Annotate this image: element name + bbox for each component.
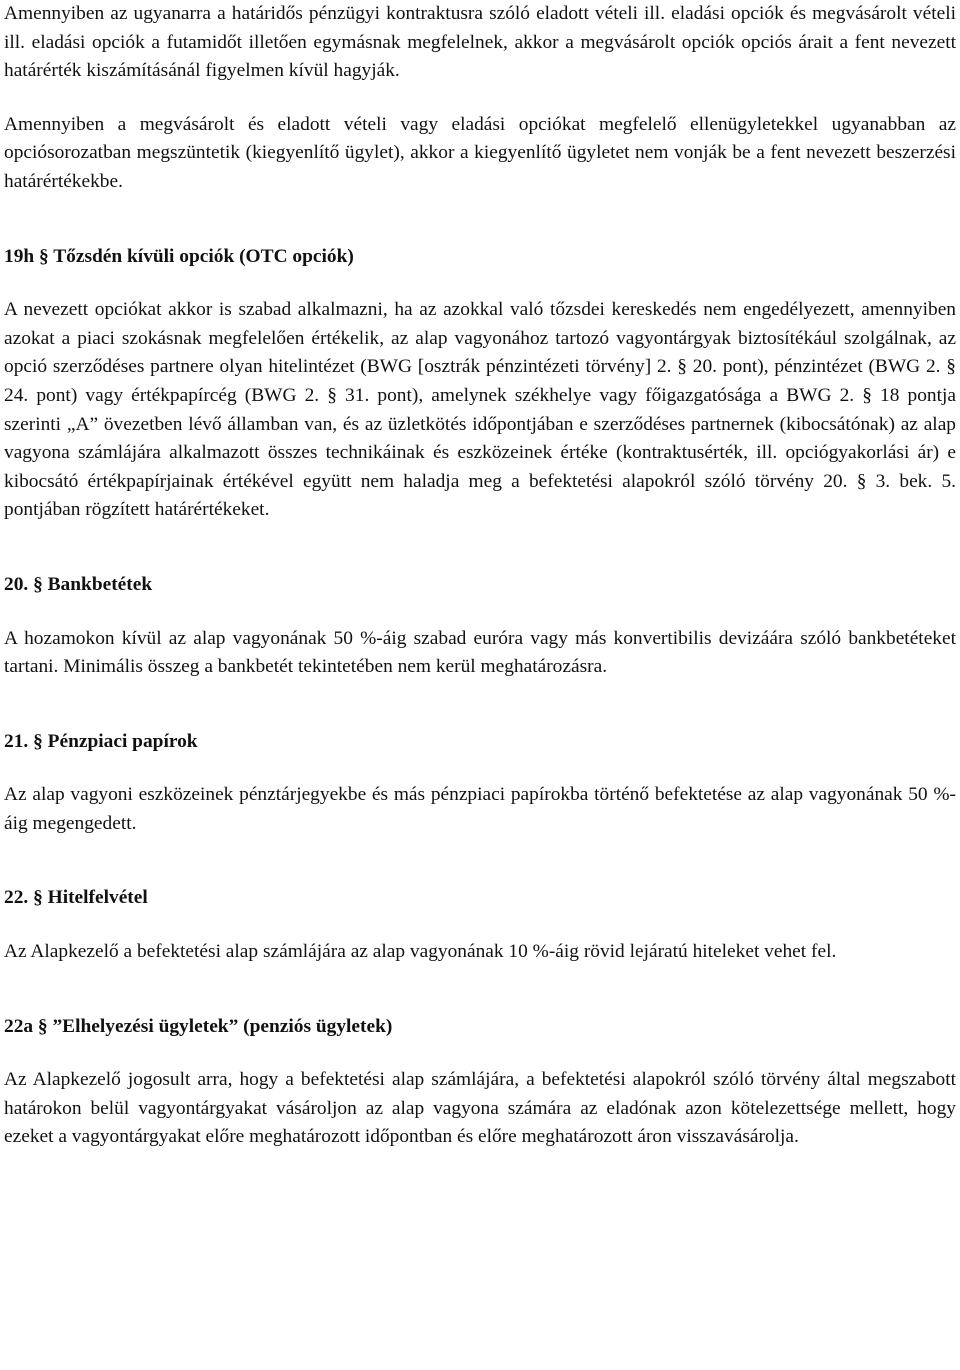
section-heading-21: 21. § Pénzpiaci papírok	[4, 730, 198, 752]
paragraph-option-premium-exclusion: Amennyiben az ugyanarra a határidős pénzügyi kontraktusra szóló eladott vételi ill. eladási opciók és megvásárolt vételi ill. eladási opciók a futamidőt illetően egymásnak megfelelnek, akkor a megvásárolt opciók opciós árait a fent nevezett határérték kiszámításánál figyelmen kívül hagyják.	[4, 3, 956, 82]
paragraph-bank-deposits: A hozamokon kívül az alap vagyonának 50 %-áig szabad euróra vagy más konvertibilis devizáára szóló bankbetéteket tartani. Minimális összeg a bankbetét tekintetében nem kerül meghatározásra.	[4, 627, 956, 678]
section-heading-19h: 19h § Tőzsdén kívüli opciók (OTC opciók)	[4, 245, 354, 267]
section-heading-22a: 22a § ”Elhelyezési ügyletek” (penziós ügyletek)	[4, 1015, 393, 1037]
paragraph-money-market: Az alap vagyoni eszközeinek pénztárjegyekbe és más pénzpiaci papírokba történő befektetése az alap vagyonának 50 %-áig megengedett.	[4, 784, 956, 834]
paragraph-offsetting-transaction: Amennyiben a megvásárolt és eladott vételi vagy eladási opciókat megfelelő ellenügyletekkel ugyanabban az opciósorozatban megszüntetik (kiegyenlítő ügylet), akkor a kiegyenlítő ügyletet nem vonják be a fent nevezett beszerzési határértékekbe.	[4, 113, 956, 192]
paragraph-borrowing: Az Alapkezelő a befektetési alap számlájára az alap vagyonának 10 %-áig rövid lejáratú hiteleket vehet fel.	[4, 941, 837, 963]
section-heading-20: 20. § Bankbetétek	[4, 573, 153, 595]
section-heading-22: 22. § Hitelfelvétel	[4, 887, 148, 909]
paragraph-repo-transactions: Az Alapkezelő jogosult arra, hogy a befektetési alap számlájára, a befektetési alapokról szóló törvény által megszabott határokon belül vagyontárgyakat vásároljon az alap vagyona számára az eladónak azon kötelezettsége mellett, hogy ezeket a vagyontárgyakat előre meghatározott időpontban és előre meghatározott áron visszavásárolja.	[4, 1069, 956, 1148]
document-page	[4, 0, 956, 1152]
paragraph-otc-options: A nevezett opciókat akkor is szabad alkalmazni, ha az azokkal való tőzsdei kereskedés nem engedélyezett, amennyiben azokat a piaci szokásnak megfelelően értékelik, az alap vagyonához tartozó vagyontárgyak biztosítékául szolgálnak, az opció szerződéses partnere olyan hitelintézet (BWG [osztrák pénzintézeti törvény] 2. § 20. pont), pénzintézet (BWG 2. § 24. pont) vagy értékpapírcég (BWG 2. § 31. pont), amelynek székhelye vagy főigazgatósága a BWG 2. § 18 pontja szerinti „A” övezetben lévő államban van, és az üzletkötés időpontjában e szerződéses partnernek (kibocsátónak) az alap vagyona számlájára alkalmazott összes technikáinak és eszközeinek értéke (kontraktusérték, ill. opciógyakorlási ár) e kibocsátó értékpapírjainak értékével együtt nem haladja meg a befektetési alapokról szóló törvény 20. § 3. bek. 5. pontjában rögzített határértékeket.	[4, 299, 956, 521]
